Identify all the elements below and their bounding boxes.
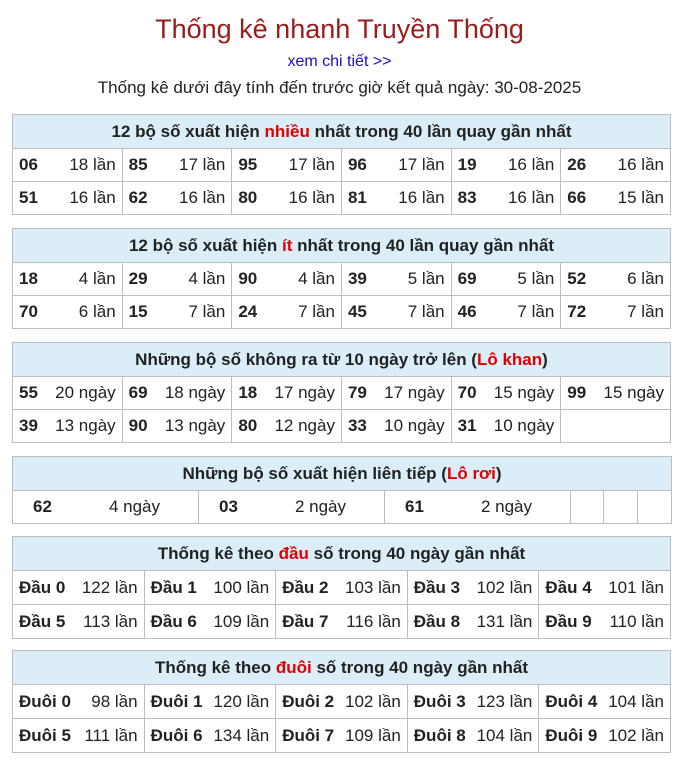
stat-cell: Đuôi 7 109 lần	[276, 719, 408, 753]
dau-table	[12, 536, 671, 639]
stat-cell: 52 6 lần	[561, 263, 671, 296]
table-row	[13, 491, 672, 524]
stat-cell: 45 7 lần	[341, 296, 451, 329]
dau-section	[12, 536, 671, 639]
table-row	[13, 149, 671, 182]
stat-cell: Đuôi 2 102 lần	[276, 685, 408, 719]
page-subtitle: Thống kê dưới đây tính đến trước giờ kết quả ngày: 30-08-2025	[97, 78, 582, 97]
stat-cell: 80 12 ngày	[232, 410, 342, 443]
section-title: Những bộ số không ra từ 10 ngày trở lên (Lô khan)	[13, 343, 671, 377]
stat-cell: Đuôi 1 120 lần	[144, 685, 276, 719]
stat-cell: 96 17 lần	[341, 149, 451, 182]
stat-cell: 29 4 lần	[122, 263, 232, 296]
table-row	[13, 263, 671, 296]
stat-cell: 79 17 ngày	[341, 377, 451, 410]
stat-cell: 72 7 lần	[561, 296, 671, 329]
section-title: Thống kê theo đuôi số trong 40 ngày gần nhất	[13, 651, 671, 685]
stat-cell: Đuôi 3 123 lần	[407, 685, 539, 719]
stat-cell: 95 17 lần	[232, 149, 342, 182]
stat-cell: Đuôi 8 104 lần	[407, 719, 539, 753]
stat-cell: 18 4 lần	[13, 263, 123, 296]
stat-cell: 70 6 lần	[13, 296, 123, 329]
page-title: Thống kê nhanh Truyền Thống	[155, 14, 524, 44]
stat-cell: 62 16 lần	[122, 182, 232, 215]
table-row	[13, 685, 671, 719]
stat-cell: Đuôi 9 102 lần	[539, 719, 671, 753]
stat-cell: 90 13 ngày	[122, 410, 232, 443]
stat-cell: 61 2 ngày	[385, 491, 571, 524]
stat-cell: 51 16 lần	[13, 182, 123, 215]
most-frequent-section	[12, 114, 671, 215]
stat-cell: 99 15 ngày	[561, 377, 671, 410]
table-row	[13, 410, 671, 443]
section-title: Những bộ số xuất hiện liên tiếp (Lô rơi)	[13, 457, 672, 491]
table-row	[13, 182, 671, 215]
stat-cell: Đầu 3 102 lần	[407, 571, 539, 605]
stat-cell: 81 16 lần	[341, 182, 451, 215]
stat-cell: 26 16 lần	[561, 149, 671, 182]
table-row	[13, 377, 671, 410]
stat-cell: 62 4 ngày	[13, 491, 199, 524]
lo-khan-table	[12, 342, 671, 443]
stat-cell: Đầu 1 100 lần	[144, 571, 276, 605]
stat-cell: 90 4 lần	[232, 263, 342, 296]
empty-cell	[604, 491, 638, 524]
duoi-table	[12, 650, 671, 753]
stat-cell: Đầu 6 109 lần	[144, 605, 276, 639]
stat-cell: 03 2 ngày	[199, 491, 385, 524]
least-frequent-section	[12, 228, 671, 329]
view-details-link[interactable]: xem chi tiết >>	[287, 53, 392, 70]
stat-cell: 83 16 lần	[451, 182, 561, 215]
stat-cell: 06 18 lần	[13, 149, 123, 182]
table-row	[13, 719, 671, 753]
empty-cell	[638, 491, 672, 524]
stat-cell: 24 7 lần	[232, 296, 342, 329]
table-row	[13, 571, 671, 605]
stat-cell: Đuôi 4 104 lần	[539, 685, 671, 719]
stat-cell: Đầu 2 103 lần	[276, 571, 408, 605]
section-title: 12 bộ số xuất hiện ít nhất trong 40 lần quay gần nhất	[13, 229, 671, 263]
least-frequent-table	[12, 228, 671, 329]
table-row	[13, 296, 671, 329]
stat-cell: 39 13 ngày	[13, 410, 123, 443]
stat-cell: 19 16 lần	[451, 149, 561, 182]
stat-cell: 69 18 ngày	[122, 377, 232, 410]
stat-cell: 31 10 ngày	[451, 410, 561, 443]
lo-roi-table	[12, 456, 672, 524]
stat-cell: Đầu 8 131 lần	[407, 605, 539, 639]
duoi-section	[12, 650, 671, 753]
stat-cell: Đầu 0 122 lần	[13, 571, 145, 605]
empty-cell	[561, 410, 671, 443]
empty-cell	[571, 491, 604, 524]
stat-cell: Đuôi 6 134 lần	[144, 719, 276, 753]
stat-cell: Đuôi 0 98 lần	[13, 685, 145, 719]
stat-cell: 55 20 ngày	[13, 377, 123, 410]
stat-cell: 80 16 lần	[232, 182, 342, 215]
stat-cell: 69 5 lần	[451, 263, 561, 296]
stat-cell: 39 5 lần	[341, 263, 451, 296]
stat-cell: 15 7 lần	[122, 296, 232, 329]
section-title: Thống kê theo đầu số trong 40 ngày gần nhất	[13, 537, 671, 571]
stat-cell: Đuôi 5 111 lần	[13, 719, 145, 753]
section-title: 12 bộ số xuất hiện nhiều nhất trong 40 lần quay gần nhất	[13, 115, 671, 149]
stat-cell: 70 15 ngày	[451, 377, 561, 410]
lo-khan-section	[12, 342, 671, 443]
stat-cell: Đầu 7 116 lần	[276, 605, 408, 639]
stat-cell: Đầu 5 113 lần	[13, 605, 145, 639]
stat-cell: 18 17 ngày	[232, 377, 342, 410]
most-frequent-table	[12, 114, 671, 215]
stat-cell: Đầu 4 101 lần	[539, 571, 671, 605]
lo-roi-section	[12, 456, 671, 524]
stat-cell: 33 10 ngày	[341, 410, 451, 443]
stat-cell: 46 7 lần	[451, 296, 561, 329]
table-row	[13, 605, 671, 639]
stat-cell: 66 15 lần	[561, 182, 671, 215]
stat-cell: 85 17 lần	[122, 149, 232, 182]
stat-cell: Đầu 9 110 lần	[539, 605, 671, 639]
